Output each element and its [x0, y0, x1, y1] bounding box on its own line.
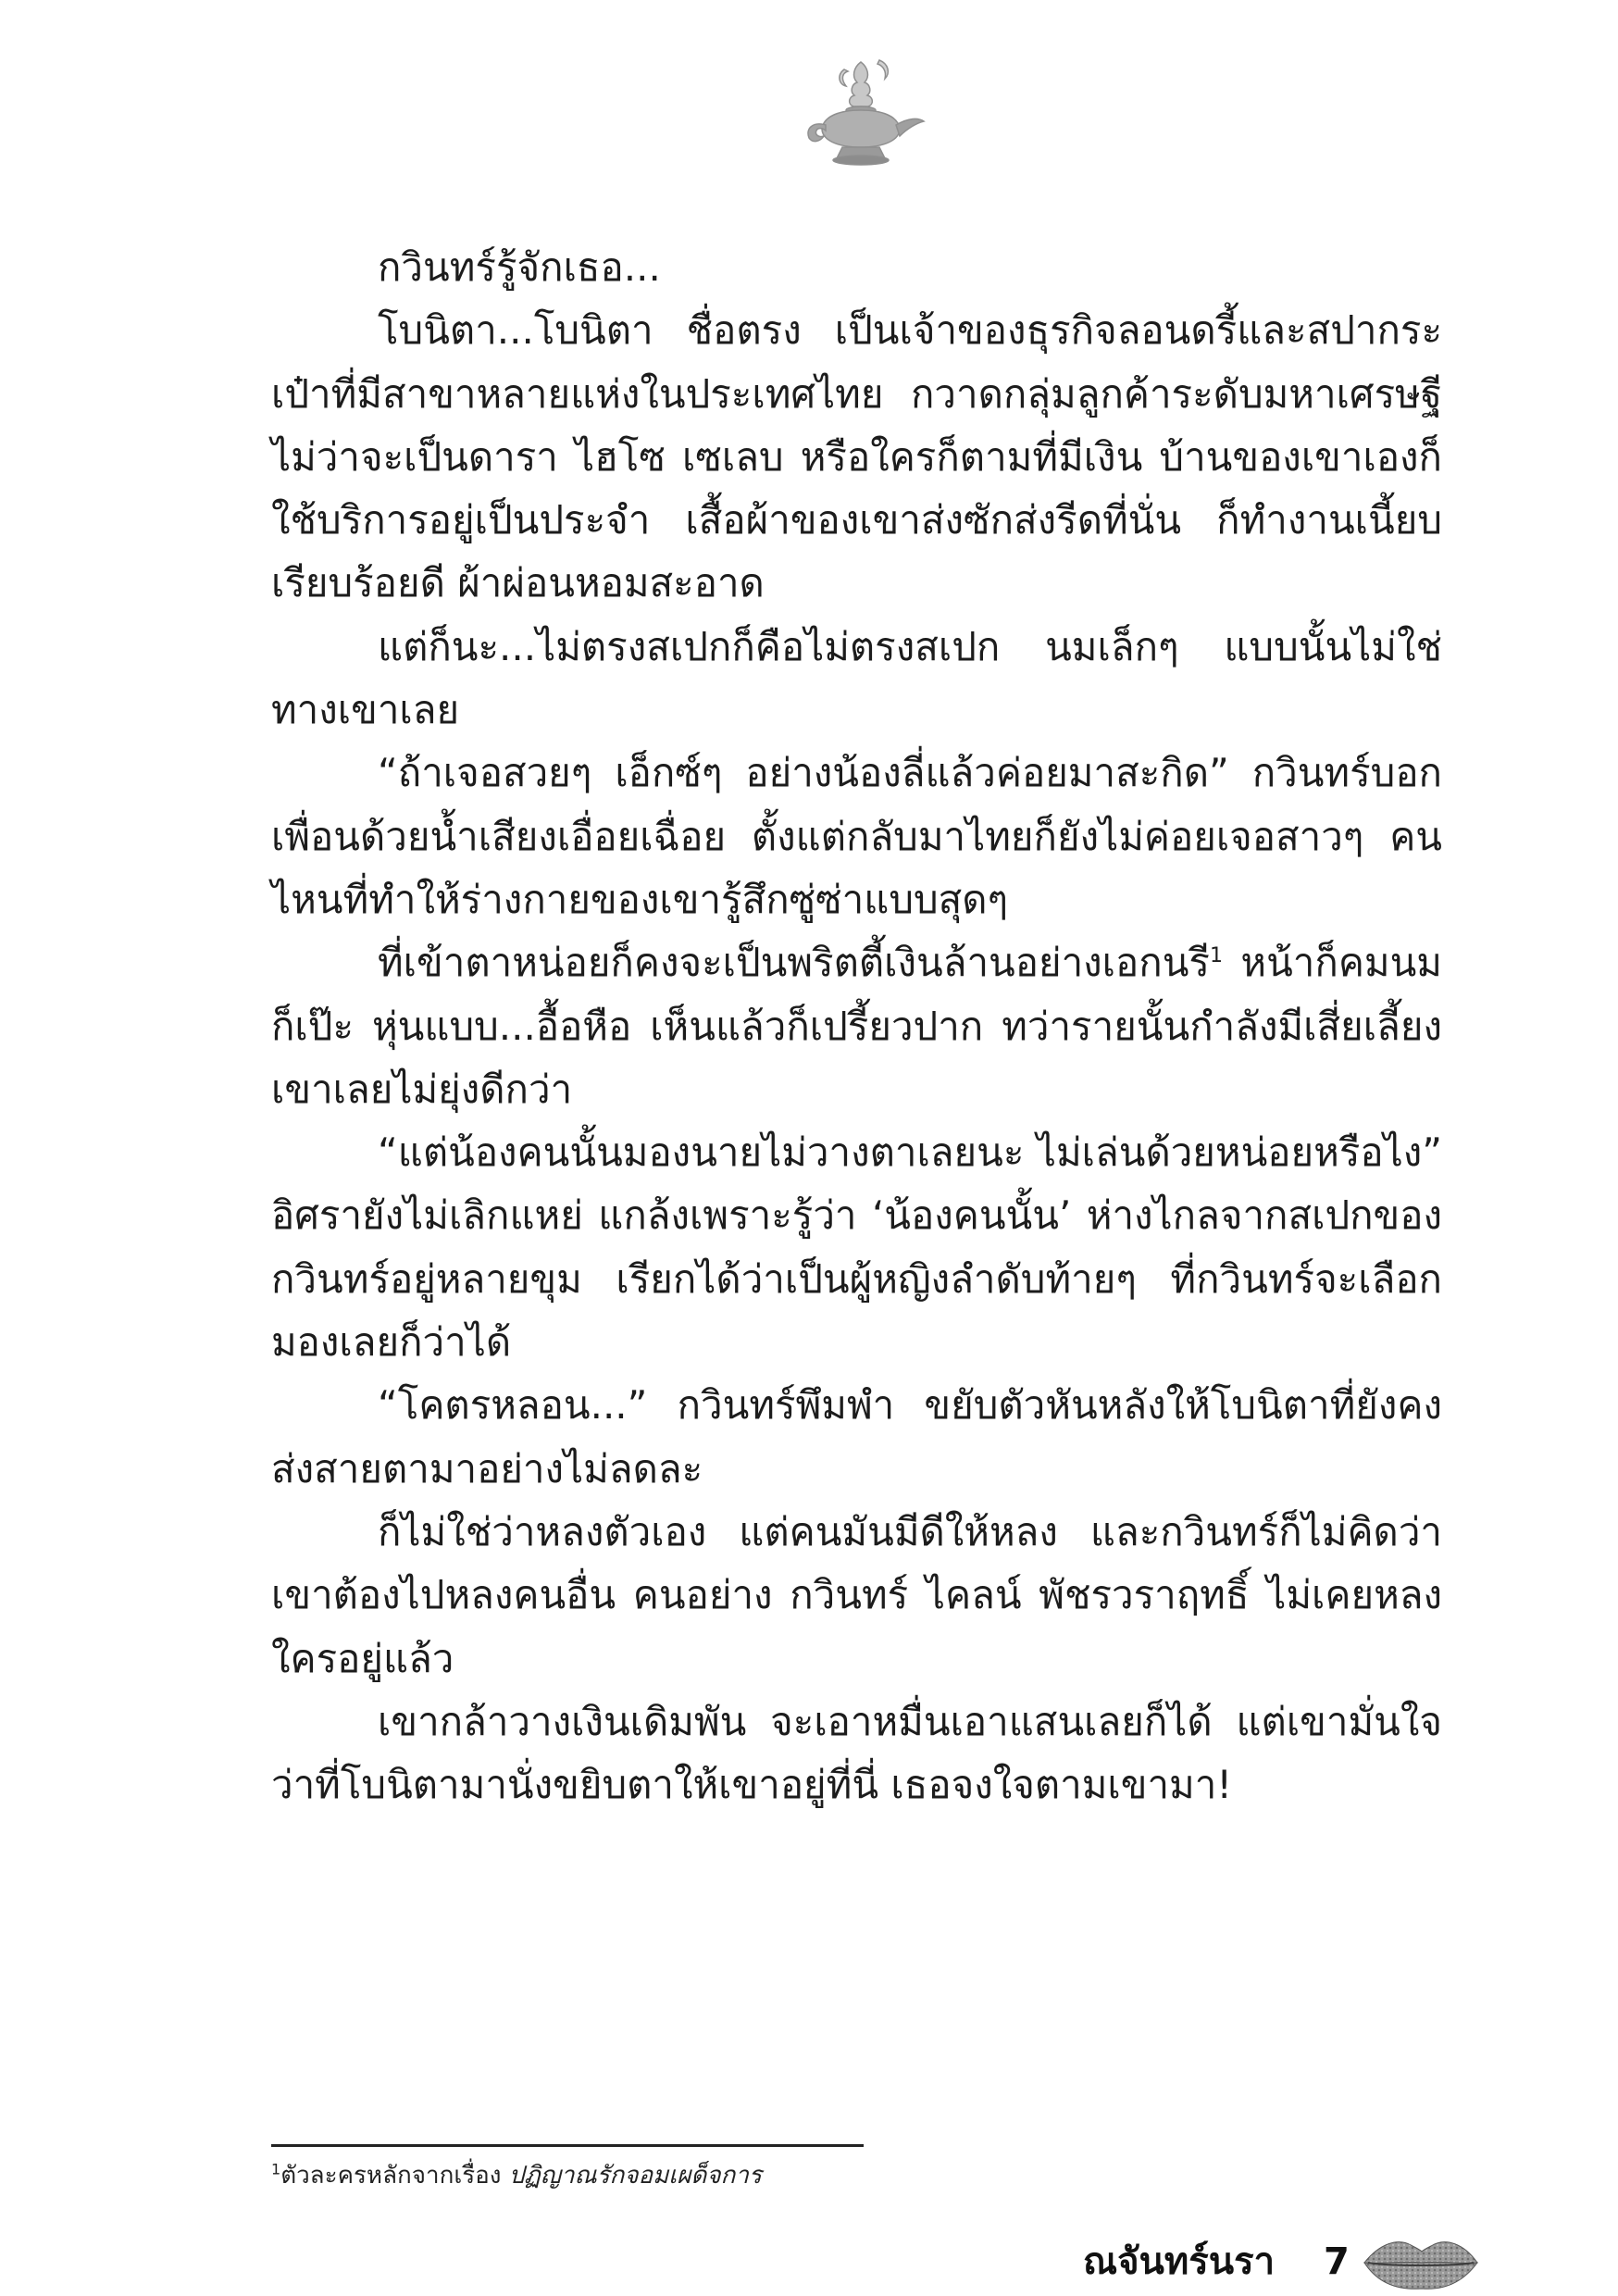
paragraph-6: “แต่น้องคนนั้นมองนายไม่วางตาเลยนะ ไม่เล่นด้วยหน่อยหรือไง” อิศรายังไม่เลิกแหย่ แกล้งเพราะรู้ว่า ‘น้องคนนั้น’ ห่างไกลจากสเปกของกวินทร์อยู่หลายขุม เรียกได้ว่าเป็นผู้หญิงลำดับท้ายๆ ที่กวินทร์จะเลือกมองเลยก็ว่าได้ [271, 1129, 1442, 1366]
paragraph-2: โบนิตา...โบนิตา ชื่อตรง เป็นเจ้าของธุรกิจลอนดรี้และสปากระเป๋าที่มีสาขาหลายแห่งในประเทศไทย กวาดกลุ่มลูกค้าระดับมหาเศรษฐีไม่ว่าจะเป็นดารา ไฮโซ เซเลบ หรือใครก็ตามที่มีเงิน บ้านของเขาเองก็ใช้บริการอยู่เป็นประจำ เสื้อผ้าของเขาส่งซักส่งรีดที่นั่น ก็ทำงานเนี้ยบเรียบร้อยดี ผ้าผ่อนหอมสะอาด [271, 307, 1442, 606]
paragraph-5-end: หน้าก็คมนมก็เป๊ะ หุ่นแบบ...อื้อหือ เห็นแล้วก็เปรี้ยวปาก ทว่ารายนั้นกำลังมีเสี่ยเลี้ยง เขาเลยไม่ยุ่งดีกว่า [271, 940, 1442, 1112]
footnote-book-title: ปฏิญาณรักจอมเผด็จการ [508, 2162, 762, 2190]
footer-author: ณจันทร์นรา [1083, 2240, 1276, 2283]
paragraph-8: ก็ไม่ใช่ว่าหลงตัวเอง แต่คนมันมีดีให้หลง และกวินทร์ก็ไม่คิดว่าเขาต้องไปหลงคนอื่น คนอย่าง กวินทร์ ไคลน์ พัชรวราฤทธิ์ ไม่เคยหลงใครอยู่แล้ว [271, 1508, 1442, 1681]
body-text [271, 236, 1442, 1816]
paragraph-5 [271, 931, 1442, 1121]
page-number: 7 [1324, 2240, 1350, 2283]
paragraph-4: “ถ้าเจอสวยๆ เอ็กซ์ๆ อย่างน้องลี่แล้วค่อยมาสะกิด” กวินทร์บอกเพื่อนด้วยน้ำเสียงเอื่อยเฉื่อย ตั้งแต่กลับมาไทยก็ยังไม่ค่อยเจอสาวๆ คนไหนที่ทำให้ร่างกายของเขารู้สึกซู่ซ่าแบบสุดๆ [271, 750, 1442, 922]
footnote-text: ตัวละครหลักจากเรื่อง [280, 2162, 509, 2190]
paragraph-3: แต่ก็นะ...ไม่ตรงสเปกก็คือไม่ตรงสเปก นมเล็กๆ แบบนั้นไม่ใช่ทางเขาเลย [271, 623, 1442, 733]
lips-icon [1361, 2229, 1481, 2294]
paragraph-5-start: ที่เข้าตาหน่อยก็คงจะเป็นพริตตี้เงินล้านอย่างเอกนรี [378, 940, 1210, 986]
paragraph-9: เขากล้าวางเงินเดิมพัน จะเอาหมื่นเอาแสนเลยก็ได้ แต่เขามั่นใจว่าที่โบนิตามานั่งขยิบตาให้เขาอยู่ที่นี่ เธอจงใจตามเขามา! [271, 1698, 1442, 1808]
footnote-number: 1 [271, 2160, 281, 2178]
paragraph-1: กวินทร์รู้จักเธอ... [378, 244, 661, 290]
footnote-reference: 1 [1209, 944, 1223, 968]
genie-lamp-icon [796, 51, 926, 171]
footnote-divider [271, 2144, 864, 2147]
paragraph-7: “โคตรหลอน...” กวินทร์พึมพำ ขยับตัวหันหลังให้โบนิตาที่ยังคงส่งสายตามาอย่างไม่ลดละ [271, 1382, 1442, 1491]
footnote [271, 2157, 762, 2194]
